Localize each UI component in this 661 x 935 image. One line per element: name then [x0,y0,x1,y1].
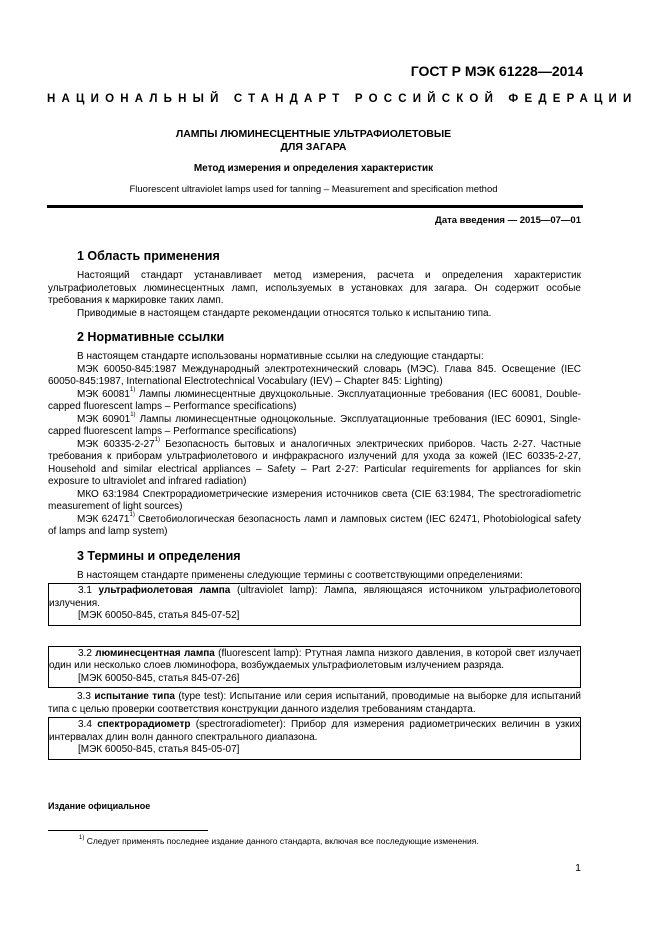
term-definition: 3.4 спектрорадиометр (spectroradiometer): Прибор для измерения радиометрических величин в узких интервалах длин волн данного спектрального диапазона. [49,719,580,743]
reference-item: МЭК 60901$^{1)}$ Лампы люминесцентные одноцокольные. Эксплуатационные требования (IEC 60901, Single-capped fluorescent lamps – Performance specifications) [48,412,581,437]
national-standard-heading: НАЦИОНАЛЬНЫЙ СТАНДАРТ РОССИЙСКОЙ ФЕДЕРАЦИИ [47,93,638,105]
term-definition: 3.1 ультрафиолетовая лампа (ultraviolet lamp): Лампа, являющаяся источником ультрафиолетового излучения. [49,585,580,609]
term-source: [МЭК 60050-845, статья 845-05-07] [78,744,240,755]
page-number: 1 [575,862,581,874]
header-divider [47,205,583,208]
official-edition-label: Издание официальное [48,801,151,811]
title-line-1: ЛАМПЫ ЛЮМИНЕСЦЕНТНЫЕ УЛЬТРАФИОЛЕТОВЫЕ [175,128,452,140]
term-source: [МЭК 60050-845, статья 845-07-26] [78,672,240,684]
footnote-marker: 1) [129,512,135,519]
term-definition: 3.2 люминесцентная лампа (fluorescent lamp): Ртутная лампа низкого давления, в которой свет излучает один или несколько слоев люминофора, возбуждаемых ультрафиолетовым излучением разряда. [49,647,580,671]
footnote-divider [48,830,208,831]
term-name: испытание типа [94,691,175,702]
title-line-2: ДЛЯ ЗАГАРА [280,141,347,153]
reference-item: МЭК 60050-845:1987 Международный электротехнический словарь (МЭС). Глава 845. Освещение (IEC 60050-845:1987, International Electrotechnical Vocabulary (IEV) – Chapter 845: Lighting) [48,363,581,387]
reference-item: МЭК 62471$^{1)}$ Светобиологическая безопасность ламп и ламповых систем (IEC 62471, Photobiological safety of lamps and lamp system) [48,512,581,537]
document-body [48,248,581,763]
term-name: люминесцентная лампа [95,647,215,659]
paragraph: Приводимые в настоящем стандарте рекомендации относятся только к испытанию типа. [77,307,492,319]
reference-item: МЭК 60335-2-27$^{1)}$ Безопасность бытовых и аналогичных электрических приборов. Часть 2-27. Частные требования к приборам ультрафиолетового и инфракрасного излучений для ухода за кожей (IEC 60335-2-27, Household and similar electrical appliances – Safety – Part 2-27: Particular requirements for appliances for skin exposure to ultraviolet and infrared radiation) [48,437,581,487]
footnote-marker: 1) [154,437,161,444]
footnote: $^{1)}$ Следует применять последнее издание данного стандарта, включая все последующие изменения. [79,835,479,846]
reference-item: МЭК 60081$^{1)}$ Лампы люминесцентные двухцокольные. Эксплуатационные требования (IEC 60081, Double-capped fluorescent lamps – Performance specifications) [48,387,581,412]
english-title: Fluorescent ultraviolet lamps used for tanning – Measurement and specification method [129,184,498,195]
date-of-introduction: Дата введения — 2015—07—01 [435,215,581,226]
term-box [48,717,581,760]
paragraph: Настоящий стандарт устанавливает метод измерения, расчета и определения характеристик ультрафиолетовых люминесцентных ламп, используемых в установках для загара. Он содержит особые требования к маркировке таких ламп. [48,270,581,306]
section-1-heading: 1 Область применения [77,249,220,263]
title-block [47,128,580,195]
paragraph: В настоящем стандарте применены следующие термины с соответствующими определениями: [77,569,523,581]
term-definition: 3.3 испытание типа (type test): Испытание или серия испытаний, проводимые на выборке для испытаний типа с целью проверки соответствия конструкции данного изделия требованиям стандарта. [48,691,582,715]
term-name: спектрорадиометр [97,719,191,730]
section-2-heading: 2 Нормативные ссылки [77,330,225,344]
term-box [48,583,581,626]
term-source: [МЭК 60050-845, статья 845-07-52] [78,610,240,621]
reference-item: МКО 63:1984 Спектрорадиометрические измерения источников света (CIE 63:1984, The spectroradiometric measurement of light sources) [48,488,581,512]
paragraph: В настоящем стандарте использованы нормативные ссылки на следующие стандарты: [77,351,484,362]
section-3-heading: 3 Термины и определения [77,548,241,563]
term-name: ультрафиолетовая лампа [98,585,231,596]
term-box [48,646,581,689]
subtitle: Метод измерения и определения характеристик [193,163,434,174]
document-code: ГОСТ Р МЭК 61228—2014 [410,63,583,79]
footnote-marker: 1) [130,412,136,419]
footnote-marker: 1) [129,387,136,394]
footnote-marker: 1) [79,835,85,842]
